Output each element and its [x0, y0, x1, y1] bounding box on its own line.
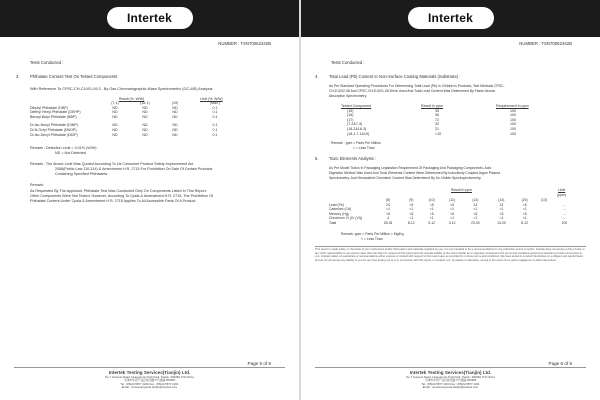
row-label: Chromium VI (Cr (VI)): [329, 216, 362, 221]
remark-detection-limit: Remark : Detection Limit = 0.01% (W/W): [30, 146, 97, 150]
section-3-number: 3.: [16, 74, 20, 79]
table-cell: <1: [386, 207, 390, 212]
table-cell: <5: [450, 202, 455, 207]
row-label: Mercury (Hg): [329, 211, 349, 216]
section-3-method: With Reference To CPSC-CH-C1001-09.3 , By Gas Chromatographic-Mass Spectrometric (GC-MS) Analysis.: [30, 87, 214, 91]
table-cell: <1: [450, 207, 455, 212]
section-5-method-line-1: As Per Model Toxics In Packaging Legislation Requirement Of Packaging And Packaging Components, Acid: [329, 166, 492, 170]
remark-applicant-line-1: As Requested By The Applicant, Phthalate Test Was Conducted Only On Components Listed In This Report.: [30, 189, 207, 193]
section-5-title: Toxic Elements Analysis :: [329, 156, 377, 161]
remark-ppm: Remark : ppm = Parts Per Million: [331, 141, 381, 145]
table-cell: ND: [142, 110, 148, 115]
table-cell: <5: [409, 202, 414, 207]
toxic-limit-header: Limit: [558, 188, 566, 192]
row-label: Total: [329, 220, 337, 225]
table-cell: <1: [522, 207, 527, 212]
table-cell: ND: [112, 123, 118, 128]
table-cell: 0.1: [212, 114, 218, 119]
table-cell: (15): [347, 108, 354, 113]
table-cell: 72: [435, 117, 439, 122]
footer-company: Intertek Testing Services(Tianjin) Ltd.: [108, 370, 191, 375]
table-cell: 24: [386, 202, 390, 207]
table-cell: [535, 221, 553, 226]
section-4-title: Total Lead (Pb) Content In Non-Surface Coating Materials (Substrate) :: [329, 74, 461, 79]
table-cell: 100: [561, 220, 568, 225]
table-cell: 28-34: [383, 220, 393, 225]
section-4-method-line-3: Absorption Spectrometry.: [329, 94, 368, 98]
section-5-method-line-2: Digestion Method Was Used And Toxic Elements Content Were Determined By Inductively Coupled Argon Plasma: [329, 171, 501, 175]
table-cell: ND: [142, 132, 148, 137]
toxic-elements-table: [329, 198, 576, 226]
column-header: (11): [449, 198, 455, 202]
table-cell: (18-2&18-3): [347, 126, 367, 131]
table-cell: <1: [522, 216, 527, 221]
table-cell: ND: [112, 105, 118, 110]
page-header-bar: [301, 0, 600, 37]
table-cell: 8-12: [407, 220, 415, 225]
footer-address-line: Email : consumergoods.tianjin@intertek.com: [121, 385, 178, 390]
disclaimer-text: This report is made solely on the basis of your instructions and/or information and materials supplied by you. It is not intended to be a recommendation for any particular course of action. Intertek does not accept a duty of care or any other responsibility to any person other than the Client in respect of this report and only accepts liability to the Client insofar as is expressly contained in the terms and conditions governing Intertek's provision of services to you. Intertek makes no warranties or representations either express or implied with respect to this report save as provided for in those terms and conditions. We have aimed to conduct the Review on a diligent and careful basis and we do not accept any liability to you for any loss arising out of or in connection with this report, in contract, tort, by statute or otherwise, except in the event of our gross negligence or wilful misconduct.: [315, 248, 585, 262]
table-row: [341, 132, 571, 137]
remark-applicant-line-2: Other Components Were Not Tested. However, According To Cpsia & Amendment H.R. 2715, The Prohibition Of: [30, 194, 213, 198]
table-cell: 0.1: [212, 127, 218, 132]
footer-company: Intertek Testing Services(Tianjin) Ltd.: [409, 370, 492, 375]
table-cell: <1: [450, 216, 455, 221]
footer-address-line: 天津市华苑产业区桂苑路7号 邮编:300384: [424, 378, 477, 383]
tests-conducted-label: Tests Conducted :: [30, 60, 64, 65]
disclaimer-divider: [315, 246, 586, 247]
column-header: (20): [521, 198, 528, 202]
table-cell: ND: [112, 127, 118, 132]
table-cell: ND: [142, 123, 148, 128]
table-cell: 100: [510, 108, 516, 113]
table-cell: <5: [386, 211, 390, 216]
remark-limit-line-2: 2008(Public Law 110-314) & Amendment H.R. 2715 For Prohibition On Sale Of Certain Products: [55, 167, 213, 171]
section-5-method-line-3: Spectrometry, And Hexavalent Chromium Content Was Determined By Uv-Visible Spectrophotometry.: [329, 176, 482, 180]
report-number: NUMBER : TSN70062342B: [519, 41, 572, 46]
table-cell: <1: [473, 207, 478, 212]
footer-divider: [14, 367, 285, 368]
table-cell: ND: [112, 110, 118, 115]
section-5-number: 5.: [315, 156, 319, 161]
row-label: Diethyl Hexyl Phthalate (DEHP): [30, 110, 81, 115]
report-number: NUMBER : TSN70062342B: [218, 41, 271, 46]
table-cell: 0.1: [212, 105, 218, 110]
page-number: Page 5 of 6: [247, 361, 271, 366]
column-header: (14): [498, 198, 505, 202]
table-cell: ND: [142, 105, 148, 110]
page-number: Page 6 of 6: [548, 361, 572, 366]
table-cell: 21: [435, 126, 439, 131]
table-cell: <1: [429, 207, 434, 212]
table-cell: ND: [142, 114, 148, 119]
remark-limit-line-3: Containing Specified Phthalates.: [55, 172, 109, 176]
remark-less-than: < = Less Than: [361, 237, 383, 241]
table-cell: --: [563, 202, 566, 207]
table-cell: 100: [510, 122, 516, 127]
table-cell: <5: [499, 211, 504, 216]
column-header: (Max.): [209, 101, 221, 105]
table-cell: <1: [409, 216, 414, 221]
toxic-result-header: Result In ppm: [451, 188, 472, 192]
footer-address-line: Email : consumergoods.tianjin@intertek.com: [422, 385, 479, 390]
section-4-method-line-2: CH-E1002-08 And CPSC-CH-E1001-08 Were Used And Total Lead Content Was Determined By Flame Atomic: [329, 89, 496, 93]
footer-address-line: Tel : (86)22-5877 2200 Fax : (86)22-5877 2201: [120, 381, 179, 386]
section-4-number: 4.: [315, 74, 319, 79]
table-cell: ND: [172, 114, 178, 119]
column-header: (13): [540, 198, 547, 202]
table-cell: ND: [172, 127, 178, 132]
table-cell: 100: [510, 117, 516, 122]
section-3-title: Phthalate Content Test On Tested Components: [30, 74, 118, 79]
column-header: Tested Component: [341, 104, 372, 108]
table-cell: 100: [510, 131, 516, 136]
table-cell: <1: [499, 207, 504, 212]
table-cell: --: [563, 211, 566, 216]
table-cell: <5: [522, 211, 527, 216]
column-header: (7-1): [111, 101, 119, 105]
table-cell: 0-12: [448, 220, 456, 225]
column-header: Result In ppm: [421, 104, 444, 108]
phthalate-limit-header: Limit (%, W/W): [200, 97, 223, 101]
table-cell: 13-20: [497, 220, 506, 225]
table-cell: <5: [409, 211, 414, 216]
lead-content-table: [341, 104, 571, 136]
table-cell: 13: [499, 202, 504, 207]
footer-address: [301, 376, 600, 390]
footer-divider: [315, 367, 586, 368]
table-cell: 35: [435, 108, 439, 113]
remark-label: Remark:: [30, 183, 44, 187]
table-cell: 0-12: [428, 220, 436, 225]
row-label: Benzyl Butyl Phthalate (BBP): [30, 114, 77, 119]
table-cell: <1: [429, 216, 434, 221]
footer-address-line: 天津市华苑产业区桂苑路7号 邮编:300384: [123, 378, 176, 383]
intertek-logo: Intertek: [408, 7, 494, 29]
table-cell: <5: [450, 211, 455, 216]
table-cell: --: [563, 207, 566, 212]
table-row: [30, 133, 240, 138]
phthalate-result-header: Result (%, W/W): [119, 97, 145, 101]
table-cell: <5: [473, 211, 478, 216]
table-cell: (16): [347, 113, 354, 118]
table-cell: ND: [172, 123, 178, 128]
table-row: [329, 221, 576, 226]
table-cell: <10: [435, 131, 442, 136]
table-cell: ND: [172, 110, 178, 115]
tests-conducted-label: Tests Conducted :: [331, 60, 365, 65]
remark-ppm-mgkg: Remark: ppm = Parts Per Million = Mg/Kg: [341, 232, 404, 236]
section-4-method-line-1: As Per Standard Operating Procedures For Determining Total Lead (Pb) In Children's Products, Test Methods CPSC-: [329, 84, 505, 88]
column-header: (19): [171, 101, 179, 105]
remark-not-detected: ND = Not Detected: [55, 151, 87, 155]
table-cell: 100: [510, 113, 516, 118]
table-cell: ND: [112, 114, 118, 119]
table-cell: 23: [473, 202, 478, 207]
table-cell: 0.1: [212, 110, 218, 115]
table-cell: <5: [522, 202, 527, 207]
column-header: (18-1): [140, 101, 150, 105]
footer-address-line: No.7 Guiyuan Road, Huayuan Hi-Tech Park, Tianjin, 300384, P.R.China: [406, 375, 495, 379]
table-cell: 0.1: [212, 123, 218, 128]
column-header: (9): [409, 198, 414, 202]
phthalate-table: [30, 101, 240, 137]
row-label: Cadmium (Cd): [329, 207, 352, 212]
table-cell: <1: [473, 216, 478, 221]
table-cell: ND: [142, 127, 148, 132]
row-label: Lead (Pb): [329, 202, 344, 207]
row-label: Di-N-Octyl Phthalate (DNOP): [30, 127, 77, 132]
column-header: (8): [385, 198, 391, 202]
table-cell: 23-30: [470, 220, 480, 225]
table-cell: <1: [499, 216, 504, 221]
table-cell: 4: [387, 216, 389, 221]
report-page-5: [0, 0, 299, 400]
table-cell: 36: [435, 113, 439, 118]
table-cell: (17): [347, 117, 354, 122]
table-cell: (18-1,7-1&19): [347, 131, 370, 136]
remark-less-than: < = Less Than: [353, 146, 375, 150]
table-cell: (7-2&7-3): [347, 122, 363, 127]
table-cell: ND: [112, 132, 118, 137]
footer-address-line: Tel : (86)22-5877 2200 Fax : (86)22-5877 2201: [421, 381, 480, 386]
footer-address-line: No.7 Guiyuan Road, Huayuan Hi-Tech Park, Tianjin, 300384, P.R.China: [105, 375, 194, 379]
intertek-logo: Intertek: [107, 7, 193, 29]
table-cell: --: [563, 216, 566, 221]
report-page-6: [301, 0, 600, 400]
table-cell: 100: [510, 126, 516, 131]
table-cell: ND: [172, 105, 178, 110]
page-header-bar: [0, 0, 299, 37]
row-label: Di-Iso-Nonyl Phthalate (DINP): [30, 123, 78, 128]
column-header: (12): [472, 198, 479, 202]
footer-address: [0, 376, 299, 390]
remark-limit-line-1: Remark : The Above Limit Was Quoted According To Us Consumer Product Safety Improvement Act: [30, 162, 194, 166]
table-cell: 8-12: [521, 220, 529, 225]
column-header: Requirement In ppm: [496, 104, 529, 108]
table-cell: <5: [429, 211, 434, 216]
remark-applicant-line-3: Phthalate Content Under Cpsia & Amendment H.R. 2715 Applies To All Accessible Parts Of A Product.: [30, 199, 197, 203]
table-cell: 32: [435, 122, 439, 127]
table-cell: <1: [409, 207, 414, 212]
toxic-limit-unit: (ppm): [557, 193, 566, 197]
column-header: (10): [428, 198, 435, 202]
table-cell: ND: [172, 132, 178, 137]
row-label: Dibutyl Phthalate (DBP): [30, 105, 68, 110]
table-cell: 0.1: [212, 132, 218, 137]
row-label: Di-Iso-Decyl Phthalate (DIDP): [30, 132, 78, 137]
table-cell: <5: [429, 202, 434, 207]
